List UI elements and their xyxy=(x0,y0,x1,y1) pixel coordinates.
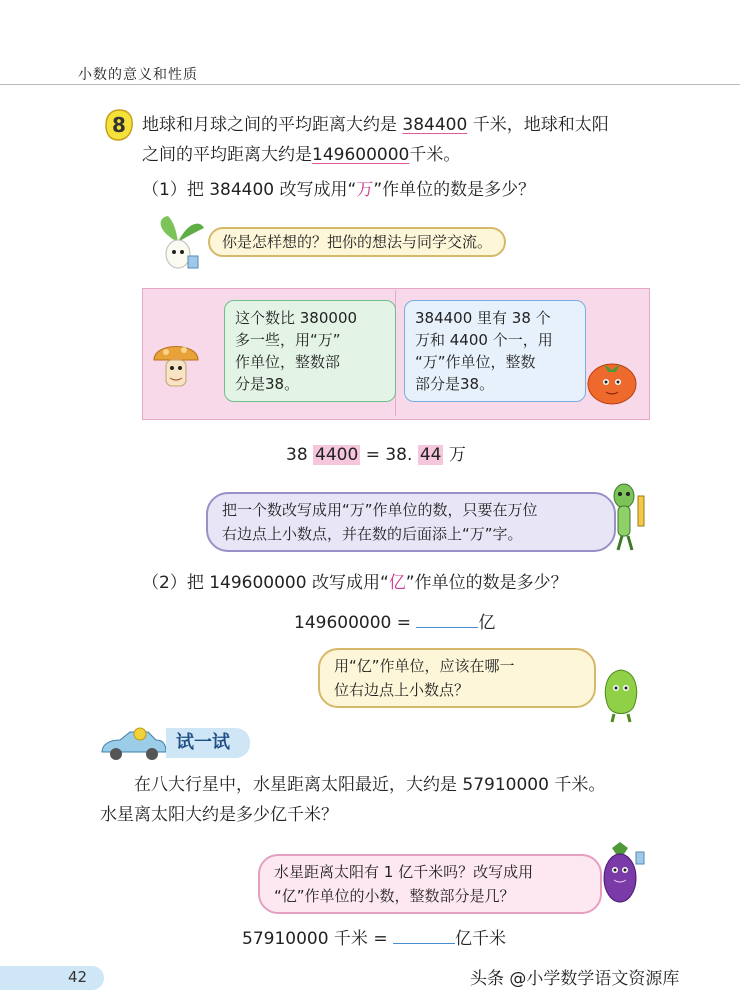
rule-bubble: 把一个数改写成用“万”作单位的数，只要在万位 右边点上小数点，并在数的后面添上“万”字。 xyxy=(206,492,616,552)
hint-bubble: 用“亿”作单位，应该在哪一 位右边点上小数点？ xyxy=(318,648,596,708)
watermark: 头条 @小学数学语文资源库 xyxy=(470,969,680,989)
example-line-2: 之间的平均距离大约是149600000千米。 xyxy=(142,145,461,165)
moon-distance: 384400 xyxy=(402,115,468,135)
try-line-2: 水星离太阳大约是多少亿千米？ xyxy=(100,805,338,825)
tomato-character-icon xyxy=(578,352,646,408)
try-it-label: 试一试 xyxy=(166,728,250,758)
equation-2: 149600000 = 亿 xyxy=(294,608,495,633)
header-divider xyxy=(0,84,740,85)
example-line-1: 地球和月球之间的平均距离大约是 384400 千米，地球和太阳 xyxy=(142,115,609,135)
pepper-character-icon xyxy=(596,664,646,724)
mercury-bubble: 水星距离太阳有 1 亿千米吗？改写成用 “亿”作单位的小数，整数部分是几？ xyxy=(258,854,602,914)
page-number-tab xyxy=(0,966,104,990)
prompt-bubble: 你是怎样想的？把你的想法与同学交流。 xyxy=(208,227,506,257)
eggplant-character-icon xyxy=(592,838,648,908)
mushroom-thought-box: 这个数比 380000 多一些，用“万” 作单位，整数部 分是38。 xyxy=(224,300,396,402)
answer-blank-1[interactable] xyxy=(416,609,478,628)
question-1: （1）把 384400 改写成用“万”作单位的数是多少？ xyxy=(142,180,536,200)
chapter-header: 小数的意义和性质 xyxy=(78,67,198,83)
page-number: 42 xyxy=(68,968,88,986)
example-number-badge xyxy=(104,108,134,142)
sun-distance: 149600000 xyxy=(312,145,410,165)
equation-3: 57910000 千米 = 亿千米 xyxy=(242,924,506,949)
car-icon xyxy=(96,726,170,762)
equation-1: 38 4400 = 38. 44 万 xyxy=(286,445,466,465)
answer-blank-2[interactable] xyxy=(393,925,455,944)
try-line-1: 在八大行星中，水星距离太阳最近，大约是 57910000 千米。 xyxy=(134,775,606,795)
grasshopper-character-icon xyxy=(600,478,654,554)
mushroom-character-icon xyxy=(150,334,202,398)
question-2: （2）把 149600000 改写成用“亿”作单位的数是多少？ xyxy=(142,573,568,593)
example-number: 8 xyxy=(112,113,126,137)
vegetable-character-icon xyxy=(148,212,208,274)
tomato-thought-box: 384400 里有 38 个 万和 4400 个一，用 “万”作单位，整数 部分是38。 xyxy=(404,300,586,402)
